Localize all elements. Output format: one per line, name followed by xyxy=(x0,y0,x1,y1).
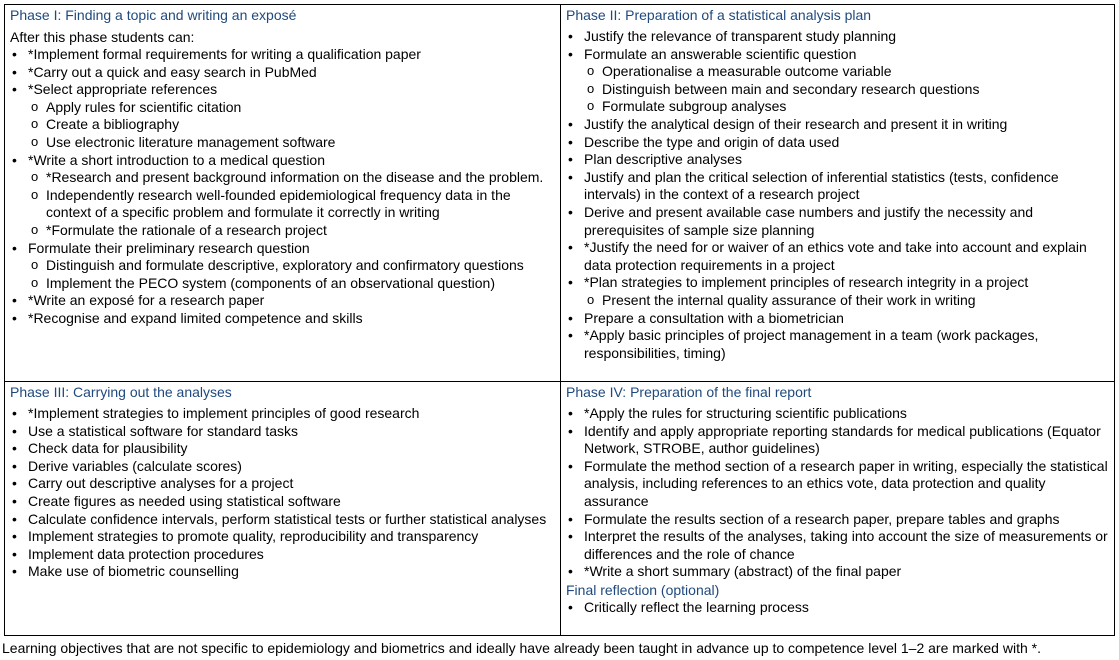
list-item xyxy=(566,46,1109,116)
list-item-text: Critically reflect the learning process xyxy=(584,598,809,615)
list-item xyxy=(10,310,555,328)
list-item xyxy=(10,81,555,151)
phase-2-cell xyxy=(561,5,1115,382)
list-item-text: *Plan strategies to implement principles of research integrity in a project xyxy=(584,274,1029,291)
list-item xyxy=(566,310,1109,328)
list-item-text: Interpret the results of the analyses, taking into account the size of measurements or differences and the role of chance xyxy=(584,528,1108,562)
list-item-text: Plan descriptive analyses xyxy=(584,151,742,168)
list-item xyxy=(10,563,555,581)
list-item-text: Carry out descriptive analyses for a project xyxy=(28,475,294,492)
list-item-text: *Write an exposé for a research paper xyxy=(28,292,265,309)
sub-list xyxy=(584,292,1109,310)
list-item-text: Formulate an answerable scientific question xyxy=(584,45,857,62)
phase-3-cell xyxy=(5,382,561,636)
sub-list-item: o Distinguish between main and secondary research questions xyxy=(584,81,1109,99)
phase-1-intro: After this phase students can: xyxy=(10,29,195,45)
list-item xyxy=(566,28,1109,46)
list-item xyxy=(566,151,1109,169)
list-item-text: Derive variables (calculate scores) xyxy=(28,457,242,474)
list-item xyxy=(566,134,1109,152)
list-item-text: *Select appropriate references xyxy=(28,81,218,98)
phase-1-cell xyxy=(5,5,561,382)
sub-list-item: o Distinguish and formulate descriptive, exploratory and confirmatory questions xyxy=(28,257,555,275)
list-item-text: Make use of biometric counselling xyxy=(28,563,239,580)
list-item xyxy=(566,458,1109,511)
phase-3-title: Phase III: Carrying out the analyses xyxy=(10,384,232,400)
sub-list-item: o *Formulate the rationale of a research project xyxy=(28,222,555,240)
sub-list xyxy=(584,63,1109,116)
phase-2-title: Phase II: Preparation of a statistical analysis plan xyxy=(566,7,872,23)
footnote: Learning objectives that are not specific to epidemiology and biometrics and ideally have already been taught in advance up to competence level 1–2 are marked with *. xyxy=(2,640,1041,656)
list-item xyxy=(566,511,1109,529)
list-item-text: Implement data protection procedures xyxy=(28,545,264,562)
list-item-text: Prepare a consultation with a biometrician xyxy=(584,309,844,326)
list-item-text: Describe the type and origin of data used xyxy=(584,133,840,150)
list-item xyxy=(10,46,555,64)
list-item-text: Justify the relevance of transparent study planning xyxy=(584,28,897,44)
phase-4-cell xyxy=(561,382,1115,636)
list-item-text: *Write a short introduction to a medical question xyxy=(28,151,326,168)
list-item-text: Identify and apply appropriate reporting standards for medical publications (Equator Network, STROBE, author guidelines) xyxy=(584,422,1101,457)
list-item-text: *Recognise and expand limited competence and skills xyxy=(28,309,363,326)
list-item xyxy=(10,64,555,82)
phase-1-title: Phase I: Finding a topic and writing an exposé xyxy=(10,7,297,23)
list-item-text: *Implement strategies to implement principles of good research xyxy=(28,405,420,421)
list-item-text: Calculate confidence intervals, perform statistical tests or further statistical analyses xyxy=(28,510,547,527)
list-item xyxy=(566,274,1109,309)
list-item xyxy=(10,458,555,476)
sub-list-item: o Independently research well-founded epidemiological frequency data in the context of a specific problem and formulate it correctly in writing xyxy=(28,187,555,222)
list-item-text: Implement strategies to promote quality, reproducibility and transparency xyxy=(28,528,479,545)
phase-2-list xyxy=(566,28,1109,362)
list-item-text: Create figures as needed using statistical software xyxy=(28,492,341,509)
sub-list xyxy=(28,169,555,239)
sub-list xyxy=(28,99,555,152)
list-item xyxy=(10,152,555,240)
list-item xyxy=(10,440,555,458)
phases-table xyxy=(4,4,1115,636)
list-item-text: Check data for plausibility xyxy=(28,440,188,457)
phase-3-list xyxy=(10,405,555,581)
final-reflection-list xyxy=(566,599,1109,617)
list-item xyxy=(566,405,1109,423)
list-item-text: Formulate their preliminary research question xyxy=(28,239,310,256)
list-item xyxy=(566,528,1109,563)
list-item-text: Use a statistical software for standard tasks xyxy=(28,422,298,439)
list-item xyxy=(566,423,1109,458)
list-item-text: Formulate the method section of a research paper in writing, especially the statistical analysis, including references to an ethics vote, data protection and quality assurance xyxy=(584,457,1108,509)
list-item xyxy=(566,327,1109,362)
list-item-text: Justify and plan the critical selection of inferential statistics (tests, confidence intervals) in the context of a research project xyxy=(584,168,1059,203)
list-item xyxy=(10,475,555,493)
list-item-text: Derive and present available case numbers and justify the necessity and prerequisites of sample size planning xyxy=(584,203,1034,238)
list-item-text: *Justify the need for or waiver of an ethics vote and take into account and explain data protection requirements in a project xyxy=(584,239,1087,273)
list-item xyxy=(566,116,1109,134)
list-item-text: Formulate the results section of a research paper, prepare tables and graphs xyxy=(584,510,1060,527)
sub-list-item: o Present the internal quality assurance of their work in writing xyxy=(584,292,1109,310)
list-item-text: *Apply the rules for structuring scientific publications xyxy=(584,405,907,421)
list-item xyxy=(566,563,1109,581)
phase-1-list xyxy=(10,46,555,328)
list-item-text: *Carry out a quick and easy search in PubMed xyxy=(28,63,317,80)
list-item xyxy=(10,423,555,441)
sub-list-item: o *Research and present background information on the disease and the problem. xyxy=(28,169,555,187)
list-item xyxy=(566,599,1109,617)
list-item xyxy=(566,239,1109,274)
list-item xyxy=(10,511,555,529)
list-item xyxy=(10,546,555,564)
list-item xyxy=(566,204,1109,239)
list-item xyxy=(10,493,555,511)
list-item-text: *Apply basic principles of project management in a team (work packages, responsibilities, timing) xyxy=(584,327,1039,361)
list-item xyxy=(10,292,555,310)
final-reflection-title: Final reflection (optional) xyxy=(566,581,720,598)
list-item xyxy=(10,240,555,293)
list-item-text: *Write a short summary (abstract) of the final paper xyxy=(584,563,902,580)
list-item xyxy=(10,528,555,546)
sub-list-item: o Use electronic literature management software xyxy=(28,134,555,152)
sub-list-item: o Operationalise a measurable outcome variable xyxy=(584,63,1109,81)
sub-list-item: o Formulate subgroup analyses xyxy=(584,98,1109,116)
list-item xyxy=(566,169,1109,204)
list-item xyxy=(10,405,555,423)
list-item-text: Justify the analytical design of their research and present it in writing xyxy=(584,115,1008,132)
phase-4-list xyxy=(566,405,1109,581)
list-item-text: *Implement formal requirements for writing a qualification paper xyxy=(28,46,421,62)
sub-list-item: o Implement the PECO system (components of an observational question) xyxy=(28,275,555,293)
phase-4-title: Phase IV: Preparation of the final report xyxy=(566,384,812,400)
sub-list-item: o Create a bibliography xyxy=(28,116,555,134)
sub-list-item: o Apply rules for scientific citation xyxy=(28,99,555,117)
sub-list xyxy=(28,257,555,292)
